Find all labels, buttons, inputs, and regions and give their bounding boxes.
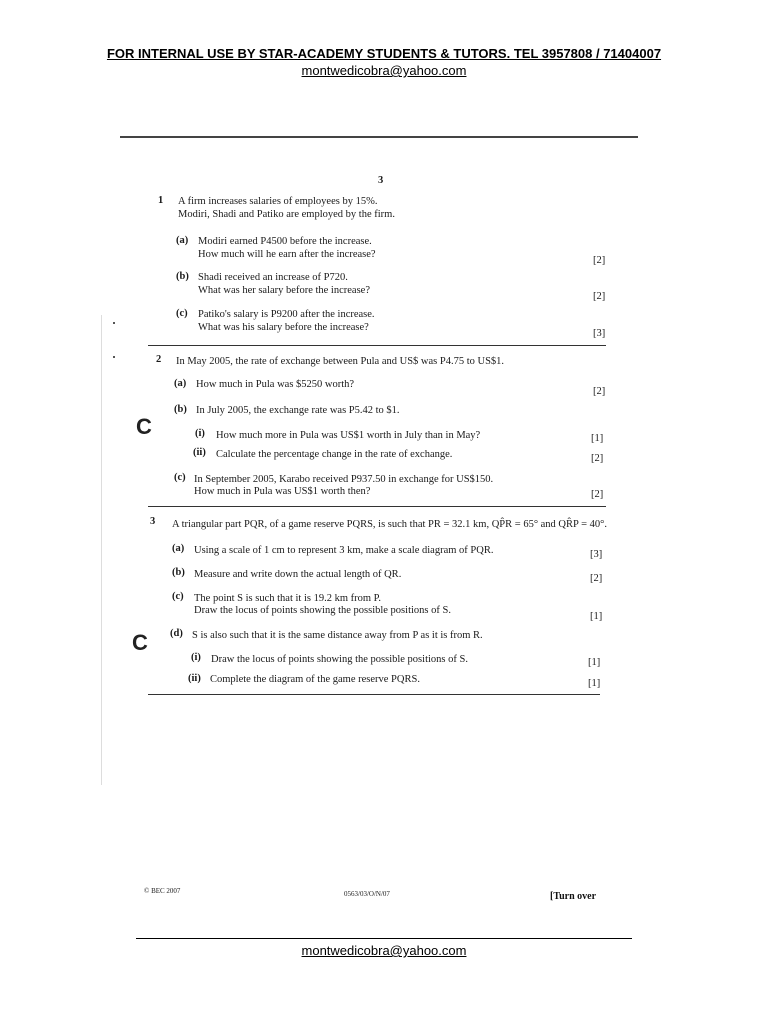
q2b-label: (b) <box>174 404 187 415</box>
q2c-line2: How much in Pula was US$1 worth then? <box>194 486 371 497</box>
q1a-mark: [2] <box>593 255 606 266</box>
q2bi-mark: [1] <box>591 433 604 444</box>
q1b-line2: What was her salary before the increase? <box>198 285 370 296</box>
q3c-line1: The point S is such that it is 19.2 km from P. <box>194 593 381 604</box>
q2bii-text: Calculate the percentage change in the rate of exchange. <box>216 449 453 460</box>
q2bi-label: (i) <box>195 428 205 439</box>
scan-dot <box>113 356 115 358</box>
q1c-line2: What was his salary before the increase? <box>198 322 369 333</box>
q1-stem-line2: Modiri, Shadi and Patiko are employed by the firm. <box>178 209 395 220</box>
q3dii-mark: [1] <box>588 678 601 689</box>
scan-c-mark-1: C <box>136 414 152 439</box>
scan-dot <box>113 322 115 324</box>
footer-turn-over: [Turn over <box>550 891 597 902</box>
q2c-line1: In September 2005, Karabo received P937.50 in exchange for US$150. <box>194 474 494 485</box>
q2c-label: (c) <box>174 472 186 483</box>
q2-number: 2 <box>156 354 162 365</box>
header-email-link[interactable]: montwedicobra@yahoo.com <box>301 63 467 78</box>
q1-stem-line1: A firm increases salaries of employees by 15%. <box>178 196 378 207</box>
q3b-mark: [2] <box>590 573 603 584</box>
q1-number: 1 <box>158 195 164 206</box>
q1c-line1: Patiko's salary is P9200 after the increase. <box>198 309 375 320</box>
q3dii-text: Complete the diagram of the game reserve PQRS. <box>210 674 420 685</box>
q1-divider <box>148 345 606 346</box>
q2bi-text: How much more in Pula was US$1 worth in July than in May? <box>216 430 481 441</box>
q1b-line1: Shadi received an increase of P720. <box>198 272 348 283</box>
q2bii-mark: [2] <box>591 453 604 464</box>
page-number: 3 <box>378 175 384 186</box>
q3dii-label: (ii) <box>188 673 201 684</box>
q1b-mark: [2] <box>593 291 606 302</box>
q3b-text: Measure and write down the actual length of QR. <box>194 569 402 580</box>
q3di-mark: [1] <box>588 657 601 668</box>
q3a-label: (a) <box>172 543 185 554</box>
q2-divider <box>148 506 606 507</box>
q2-stem: In May 2005, the rate of exchange between Pula and US$ was P4.75 to US$1. <box>176 356 505 367</box>
q3c-mark: [1] <box>590 611 603 622</box>
q3b-label: (b) <box>172 567 185 578</box>
q1c-label: (c) <box>176 308 188 319</box>
q3d-text: S is also such that it is the same distance away from P as it is from R. <box>192 630 483 641</box>
q2b-text: In July 2005, the exchange rate was P5.42 to $1. <box>196 405 400 416</box>
q3di-text: Draw the locus of points showing the possible positions of S. <box>211 654 468 665</box>
q2a-label: (a) <box>174 378 187 389</box>
footer-paper-code: 0563/03/O/N/07 <box>344 890 390 898</box>
q3di-label: (i) <box>191 652 201 663</box>
q3a-text: Using a scale of 1 cm to represent 3 km, make a scale diagram of PQR. <box>194 545 494 556</box>
page-header-title: FOR INTERNAL USE BY STAR-ACADEMY STUDENTS & TUTORS. TEL 3957808 / 71404007 <box>106 46 662 61</box>
q1a-line1: Modiri earned P4500 before the increase. <box>198 236 372 247</box>
scan-c-mark-2: C <box>132 630 148 655</box>
q3c-label: (c) <box>172 591 184 602</box>
q3c-line2: Draw the locus of points showing the possible positions of S. <box>194 605 451 616</box>
footer-copyright: © BEC 2007 <box>144 887 181 895</box>
q1a-label: (a) <box>176 235 189 246</box>
q3-stem: A triangular part PQR, of a game reserve PQRS, is such that PR = 32.1 km, QP̂R = 65° and QR̂P = 40°. <box>172 519 607 530</box>
q1c-mark: [3] <box>593 328 606 339</box>
q3d-label: (d) <box>170 628 183 639</box>
q2bii-label: (ii) <box>193 447 206 458</box>
q1b-label: (b) <box>176 271 189 282</box>
footer-rule <box>136 938 632 939</box>
scan-left-edge <box>101 315 102 785</box>
q2c-mark: [2] <box>591 489 604 500</box>
footer-email-link[interactable]: montwedicobra@yahoo.com <box>301 943 467 958</box>
q3-divider <box>148 694 600 695</box>
q3a-mark: [3] <box>590 549 603 560</box>
scan-top-edge <box>120 136 638 138</box>
q2a-text: How much in Pula was $5250 worth? <box>196 379 355 390</box>
q2a-mark: [2] <box>593 386 606 397</box>
q3-number: 3 <box>150 516 156 527</box>
q1a-line2: How much will he earn after the increase? <box>198 249 376 260</box>
